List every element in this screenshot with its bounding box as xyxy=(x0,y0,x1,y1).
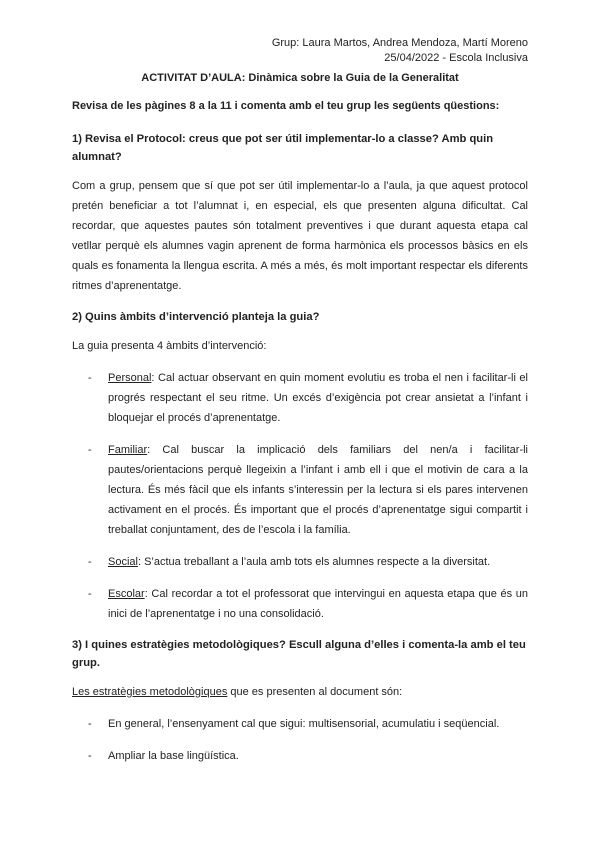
document-title: ACTIVITAT D’AULA: Dinàmica sobre la Guia de la Generalitat xyxy=(141,72,459,84)
intervention-list xyxy=(72,368,528,624)
question-2-lead: La guia presenta 4 àmbits d’intervenció: xyxy=(72,340,267,352)
item-text: : Cal buscar la implicació dels familiars del nen/a i facilitar-li pautes/orientacions perquè llegeixin a l’infant i amb ell i que el motivin de cara a la lectura. És més fàcil que els infants s’interessin per la lectura si els pares intervenen activament en el procés. És important que el procés d’aprenentatge sigui compartit i treballat conjuntament, des de l’escola i la família. xyxy=(108,444,528,536)
item-text: : S’actua treballant a l’aula amb tots els alumnes respecte a la diversitat. xyxy=(137,556,491,568)
header-meta xyxy=(272,36,528,66)
dash-bullet: - xyxy=(88,444,92,456)
group-members: Grup: Laura Martos, Andrea Mendoza, Martí Moreno xyxy=(271,37,528,49)
list-item xyxy=(72,584,528,624)
question-1-heading: 1) Revisa el Protocol: creus que pot ser útil implementar-lo a classe? Amb quin alumnat? xyxy=(72,133,494,163)
item-label: Familiar xyxy=(108,444,148,456)
intro-instruction: Revisa de les pàgines 8 a la 11 i comenta amb el teu grup les següents qüestions: xyxy=(72,100,500,112)
question-3-lead xyxy=(72,682,528,702)
dash-bullet: - xyxy=(88,750,92,762)
item-text: En general, l’ensenyament cal que sigui: multisensorial, acumulatiu i seqüencial. xyxy=(108,718,500,730)
dash-bullet: - xyxy=(88,588,92,600)
list-item xyxy=(72,368,528,428)
dash-bullet: - xyxy=(88,372,92,384)
item-text: : Cal actuar observant en quin moment evolutiu es troba el nen i facilitar-li el progrés respectant el seu ritme. Un excés d’exigència pot crear ansietat a l’infant i bloquejar el procés d’aprenentatge. xyxy=(108,372,528,424)
item-text: Ampliar la base lingüística. xyxy=(108,750,239,762)
lead-label: Les estratègies metodològiques xyxy=(72,686,228,698)
document-body xyxy=(72,130,528,778)
item-label: Personal xyxy=(108,372,152,384)
question-3-heading: 3) I quines estratègies metodològiques? Escull alguna d’elles i comenta-la amb el teu grup. xyxy=(72,639,526,669)
item-text: : Cal recordar a tot el professorat que intervingui en aquesta etapa que és un inici de l’aprenentatge i no una consolidació. xyxy=(108,588,528,620)
item-label: Social xyxy=(108,556,138,568)
strategy-list xyxy=(72,714,528,766)
question-2-heading: 2) Quins àmbits d’intervenció planteja la guia? xyxy=(72,311,320,323)
list-item xyxy=(72,440,528,540)
item-label: Escolar xyxy=(108,588,145,600)
lead-rest: que es presenten al document són: xyxy=(227,686,403,698)
list-item xyxy=(72,746,528,766)
dash-bullet: - xyxy=(88,556,92,568)
list-item xyxy=(72,714,528,734)
dash-bullet: - xyxy=(88,718,92,730)
question-1-answer: Com a grup, pensem que sí que pot ser útil implementar-lo a l’aula, ja que aquest protocol pretén beneficiar a tot l’alumnat i, en especial, els que presenten alguna dificultat. Cal recordar, que aquestes pautes són totalment preventives i que durant aquesta etapa cal vetllar perquè els alumnes vagin aprenent de forma harmònica els processos bàsics en els quals es fonamenta la llengua escrita. A més a més, és molt important respectar els diferents ritmes d’aprenentatge. xyxy=(72,180,528,292)
date-school: 25/04/2022 - Escola Inclusiva xyxy=(384,52,528,64)
list-item xyxy=(72,552,528,572)
